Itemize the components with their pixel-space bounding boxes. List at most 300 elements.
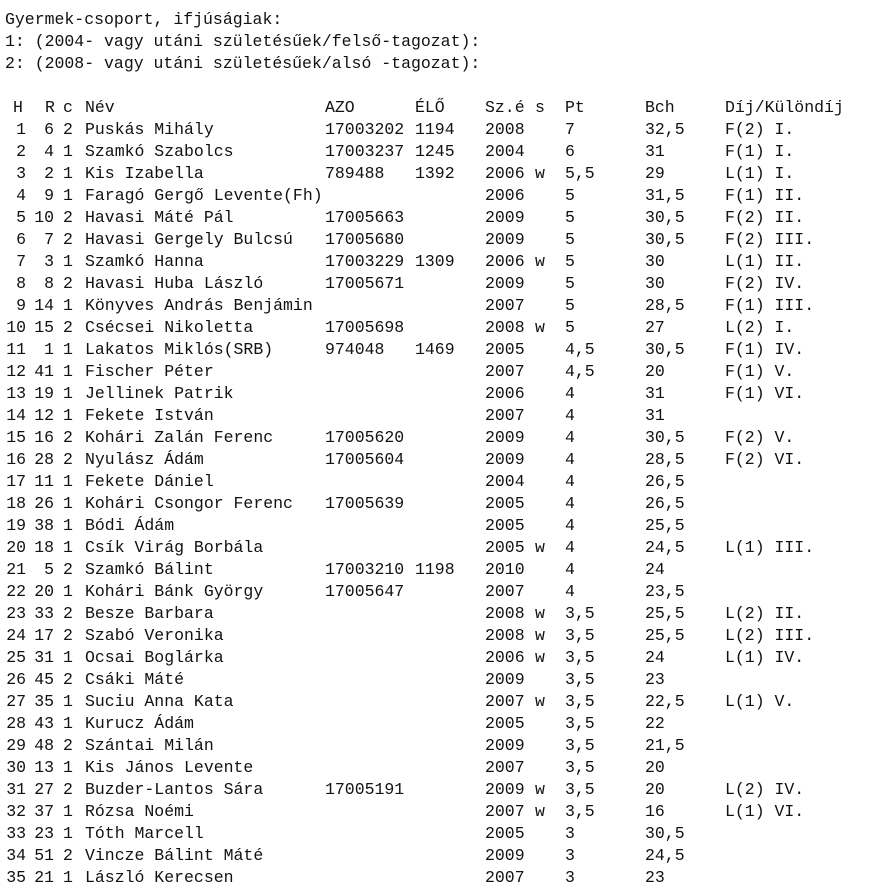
cell-rank: 14	[6, 406, 26, 425]
cell-points: 4	[565, 472, 575, 491]
table-row	[0, 691, 888, 713]
cell-rank: 22	[6, 582, 26, 601]
cell-rank: 30	[6, 758, 26, 777]
table-row	[0, 713, 888, 735]
cell-buchholz: 30,5	[645, 208, 685, 227]
cell-birth-year: 2008	[485, 318, 525, 337]
cell-buchholz: 24,5	[645, 538, 685, 557]
cell-rank: 33	[6, 824, 26, 843]
header-prize: Díj/Különdíj	[725, 98, 844, 117]
cell-group: 2	[63, 626, 73, 645]
cell-group: 1	[63, 384, 73, 403]
table-row	[0, 735, 888, 757]
table-row	[0, 141, 888, 163]
document-title: Gyermek-csoport, ifjúságiak:	[5, 10, 283, 29]
cell-rank: 20	[6, 538, 26, 557]
cell-name: Fischer Péter	[85, 362, 214, 381]
cell-name: Kis János Levente	[85, 758, 254, 777]
cell-prize: L(2) III.	[725, 626, 815, 645]
cell-buchholz: 31	[645, 384, 665, 403]
cell-name: Szabó Veronika	[85, 626, 224, 645]
table-row	[0, 295, 888, 317]
cell-birth-year: 2006	[485, 648, 525, 667]
cell-name: Besze Barbara	[85, 604, 214, 623]
cell-prize: F(1) V.	[725, 362, 795, 381]
cell-group: 2	[63, 428, 73, 447]
table-row	[0, 867, 888, 889]
cell-id: 17003210	[325, 560, 405, 579]
cell-prize: L(1) I.	[725, 164, 795, 183]
cell-sex: w	[535, 318, 545, 337]
cell-points: 7	[565, 120, 575, 139]
table-row	[0, 119, 888, 141]
cell-rating: 1469	[415, 340, 455, 359]
cell-prize: F(1) IV.	[725, 340, 805, 359]
cell-name: Ocsai Boglárka	[85, 648, 224, 667]
cell-points: 3,5	[565, 648, 595, 667]
cell-start-rank: 4	[44, 142, 54, 161]
cell-buchholz: 23	[645, 868, 665, 887]
cell-start-rank: 28	[34, 450, 54, 469]
table-header	[0, 97, 888, 119]
cell-birth-year: 2006	[485, 186, 525, 205]
cell-buchholz: 25,5	[645, 516, 685, 535]
table-row	[0, 757, 888, 779]
cell-prize: F(1) III.	[725, 296, 815, 315]
cell-start-rank: 20	[34, 582, 54, 601]
table-row	[0, 625, 888, 647]
cell-points: 5	[565, 274, 575, 293]
cell-prize: F(2) VI.	[725, 450, 805, 469]
cell-start-rank: 6	[44, 120, 54, 139]
cell-birth-year: 2007	[485, 582, 525, 601]
cell-name: Bódi Ádám	[85, 516, 175, 535]
cell-points: 3,5	[565, 758, 595, 777]
cell-buchholz: 20	[645, 780, 665, 799]
cell-buchholz: 24	[645, 648, 665, 667]
table-row	[0, 405, 888, 427]
cell-prize: F(1) I.	[725, 142, 795, 161]
table-row	[0, 339, 888, 361]
cell-sex: w	[535, 626, 545, 645]
cell-birth-year: 2009	[485, 780, 525, 799]
cell-rank: 5	[16, 208, 26, 227]
table-row	[0, 207, 888, 229]
cell-points: 4	[565, 494, 575, 513]
cell-group: 1	[63, 296, 73, 315]
cell-group: 1	[63, 868, 73, 887]
cell-group: 2	[63, 230, 73, 249]
table-row	[0, 515, 888, 537]
cell-name: Jellinek Patrik	[85, 384, 234, 403]
cell-group: 1	[63, 494, 73, 513]
cell-buchholz: 28,5	[645, 450, 685, 469]
cell-group: 1	[63, 516, 73, 535]
cell-sex: w	[535, 648, 545, 667]
cell-buchholz: 24,5	[645, 846, 685, 865]
cell-birth-year: 2009	[485, 736, 525, 755]
cell-name: Csáki Máté	[85, 670, 185, 689]
cell-prize: F(1) VI.	[725, 384, 805, 403]
table-row	[0, 603, 888, 625]
table-row	[0, 449, 888, 471]
cell-group: 1	[63, 252, 73, 271]
cell-group: 2	[63, 208, 73, 227]
cell-birth-year: 2004	[485, 142, 525, 161]
cell-group: 1	[63, 538, 73, 557]
cell-prize: F(2) V.	[725, 428, 795, 447]
cell-group: 2	[63, 450, 73, 469]
cell-buchholz: 25,5	[645, 626, 685, 645]
cell-rank: 26	[6, 670, 26, 689]
cell-start-rank: 41	[34, 362, 54, 381]
cell-start-rank: 43	[34, 714, 54, 733]
cell-id: 17003229	[325, 252, 405, 271]
table-row	[0, 471, 888, 493]
cell-rank: 29	[6, 736, 26, 755]
cell-rank: 6	[16, 230, 26, 249]
cell-birth-year: 2005	[485, 340, 525, 359]
header-name: Név	[85, 98, 115, 117]
cell-prize: L(2) I.	[725, 318, 795, 337]
cell-name: Könyves András Benjámin	[85, 296, 313, 315]
cell-birth-year: 2007	[485, 406, 525, 425]
cell-points: 4	[565, 516, 575, 535]
cell-name: Nyulász Ádám	[85, 450, 204, 469]
cell-birth-year: 2005	[485, 824, 525, 843]
cell-group: 2	[63, 120, 73, 139]
cell-name: Csík Virág Borbála	[85, 538, 264, 557]
cell-start-rank: 27	[34, 780, 54, 799]
cell-rank: 17	[6, 472, 26, 491]
cell-buchholz: 31,5	[645, 186, 685, 205]
cell-points: 3,5	[565, 692, 595, 711]
table-row	[0, 229, 888, 251]
cell-rank: 12	[6, 362, 26, 381]
cell-name: Havasi Máté Pál	[85, 208, 234, 227]
cell-start-rank: 37	[34, 802, 54, 821]
cell-rank: 11	[6, 340, 26, 359]
cell-prize: F(2) II.	[725, 208, 805, 227]
header-buchholz: Bch	[645, 98, 675, 117]
cell-rank: 35	[6, 868, 26, 887]
cell-buchholz: 25,5	[645, 604, 685, 623]
cell-rank: 2	[16, 142, 26, 161]
cell-id: 17005191	[325, 780, 405, 799]
cell-group: 2	[63, 318, 73, 337]
cell-rank: 28	[6, 714, 26, 733]
cell-start-rank: 3	[44, 252, 54, 271]
cell-rank: 13	[6, 384, 26, 403]
cell-birth-year: 2007	[485, 362, 525, 381]
table-row	[0, 427, 888, 449]
cell-group: 1	[63, 582, 73, 601]
group-1-description: 1: (2004- vagy utáni születésűek/felső-tagozat):	[5, 32, 481, 51]
cell-name: Kis Izabella	[85, 164, 204, 183]
cell-id: 17003202	[325, 120, 405, 139]
cell-start-rank: 8	[44, 274, 54, 293]
cell-name: Szamkó Szabolcs	[85, 142, 234, 161]
cell-group: 2	[63, 670, 73, 689]
cell-group: 2	[63, 736, 73, 755]
cell-start-rank: 38	[34, 516, 54, 535]
cell-rank: 34	[6, 846, 26, 865]
cell-points: 4,5	[565, 362, 595, 381]
cell-name: Havasi Gergely Bulcsú	[85, 230, 293, 249]
cell-start-rank: 9	[44, 186, 54, 205]
cell-prize: L(1) IV.	[725, 648, 805, 667]
table-row	[0, 251, 888, 273]
cell-birth-year: 2007	[485, 802, 525, 821]
cell-rank: 24	[6, 626, 26, 645]
cell-buchholz: 32,5	[645, 120, 685, 139]
cell-rating: 1392	[415, 164, 455, 183]
cell-points: 3	[565, 868, 575, 887]
table-row	[0, 845, 888, 867]
cell-rank: 15	[6, 428, 26, 447]
table-row	[0, 185, 888, 207]
cell-start-rank: 31	[34, 648, 54, 667]
cell-points: 3,5	[565, 780, 595, 799]
cell-buchholz: 26,5	[645, 472, 685, 491]
cell-prize: L(1) II.	[725, 252, 805, 271]
cell-id: 17005680	[325, 230, 405, 249]
cell-buchholz: 23,5	[645, 582, 685, 601]
cell-points: 3,5	[565, 714, 595, 733]
cell-points: 5	[565, 186, 575, 205]
cell-sex: w	[535, 538, 545, 557]
cell-id: 789488	[325, 164, 385, 183]
cell-name: Fekete Dániel	[85, 472, 214, 491]
cell-name: Vincze Bálint Máté	[85, 846, 264, 865]
cell-group: 2	[63, 604, 73, 623]
group-2-description: 2: (2008- vagy utáni születésűek/alsó -tagozat):	[5, 54, 481, 73]
table-row	[0, 317, 888, 339]
cell-id: 17005663	[325, 208, 405, 227]
cell-start-rank: 11	[34, 472, 54, 491]
cell-name: Puskás Mihály	[85, 120, 214, 139]
cell-prize: L(2) II.	[725, 604, 805, 623]
cell-start-rank: 51	[34, 846, 54, 865]
cell-rank: 1	[16, 120, 26, 139]
table-row	[0, 669, 888, 691]
cell-start-rank: 45	[34, 670, 54, 689]
cell-start-rank: 7	[44, 230, 54, 249]
cell-group: 1	[63, 714, 73, 733]
cell-buchholz: 31	[645, 406, 665, 425]
cell-sex: w	[535, 802, 545, 821]
cell-prize: F(1) II.	[725, 186, 805, 205]
cell-start-rank: 13	[34, 758, 54, 777]
cell-start-rank: 16	[34, 428, 54, 447]
cell-rank: 7	[16, 252, 26, 271]
cell-points: 4	[565, 406, 575, 425]
table-row	[0, 273, 888, 295]
cell-birth-year: 2008	[485, 120, 525, 139]
cell-birth-year: 2006	[485, 252, 525, 271]
cell-prize: F(2) I.	[725, 120, 795, 139]
cell-prize: F(2) III.	[725, 230, 815, 249]
cell-start-rank: 5	[44, 560, 54, 579]
cell-rank: 21	[6, 560, 26, 579]
cell-buchholz: 28,5	[645, 296, 685, 315]
cell-buchholz: 26,5	[645, 494, 685, 513]
table-row	[0, 361, 888, 383]
header-group: c	[63, 98, 73, 117]
cell-group: 2	[63, 780, 73, 799]
cell-name: Rózsa Noémi	[85, 802, 194, 821]
cell-start-rank: 23	[34, 824, 54, 843]
cell-birth-year: 2009	[485, 670, 525, 689]
header-sex: s	[535, 98, 545, 117]
cell-prize: L(1) VI.	[725, 802, 805, 821]
cell-group: 1	[63, 362, 73, 381]
cell-buchholz: 21,5	[645, 736, 685, 755]
cell-id: 17005671	[325, 274, 405, 293]
cell-sex: w	[535, 604, 545, 623]
cell-name: Buzder-Lantos Sára	[85, 780, 264, 799]
cell-points: 4	[565, 428, 575, 447]
cell-id: 17005639	[325, 494, 405, 513]
table-row	[0, 581, 888, 603]
cell-id: 17005647	[325, 582, 405, 601]
cell-rating: 1245	[415, 142, 455, 161]
table-row	[0, 383, 888, 405]
cell-group: 1	[63, 472, 73, 491]
cell-group: 1	[63, 142, 73, 161]
cell-buchholz: 24	[645, 560, 665, 579]
cell-start-rank: 2	[44, 164, 54, 183]
cell-points: 3	[565, 824, 575, 843]
cell-points: 4	[565, 560, 575, 579]
table-row	[0, 493, 888, 515]
cell-birth-year: 2008	[485, 604, 525, 623]
cell-buchholz: 22	[645, 714, 665, 733]
cell-start-rank: 14	[34, 296, 54, 315]
cell-name: Kohári Zalán Ferenc	[85, 428, 274, 447]
cell-buchholz: 20	[645, 758, 665, 777]
cell-group: 1	[63, 186, 73, 205]
header-start-rank: R	[45, 98, 55, 117]
cell-rank: 23	[6, 604, 26, 623]
header-points: Pt	[565, 98, 585, 117]
cell-prize: L(2) IV.	[725, 780, 805, 799]
cell-buchholz: 16	[645, 802, 665, 821]
cell-name: Kohári Csongor Ferenc	[85, 494, 293, 513]
cell-name: Tóth Marcell	[85, 824, 204, 843]
cell-birth-year: 2005	[485, 538, 525, 557]
cell-group: 1	[63, 692, 73, 711]
cell-birth-year: 2009	[485, 208, 525, 227]
table-row	[0, 801, 888, 823]
cell-id: 17005698	[325, 318, 405, 337]
cell-name: Szamkó Hanna	[85, 252, 204, 271]
cell-points: 4	[565, 384, 575, 403]
cell-group: 1	[63, 758, 73, 777]
cell-buchholz: 22,5	[645, 692, 685, 711]
cell-start-rank: 26	[34, 494, 54, 513]
cell-points: 5	[565, 318, 575, 337]
cell-points: 5	[565, 208, 575, 227]
header-rating: ÉLŐ	[415, 98, 445, 117]
cell-group: 2	[63, 274, 73, 293]
cell-rank: 3	[16, 164, 26, 183]
cell-points: 3,5	[565, 736, 595, 755]
cell-points: 3,5	[565, 626, 595, 645]
table-row	[0, 779, 888, 801]
cell-start-rank: 17	[34, 626, 54, 645]
cell-rank: 4	[16, 186, 26, 205]
cell-name: Faragó Gergő Levente(Fh)	[85, 186, 323, 205]
cell-birth-year: 2009	[485, 428, 525, 447]
cell-points: 5	[565, 296, 575, 315]
cell-prize: F(2) IV.	[725, 274, 805, 293]
cell-buchholz: 30	[645, 252, 665, 271]
cell-points: 5	[565, 230, 575, 249]
cell-buchholz: 23	[645, 670, 665, 689]
cell-rank: 31	[6, 780, 26, 799]
cell-rating: 1194	[415, 120, 455, 139]
cell-birth-year: 2007	[485, 868, 525, 887]
cell-rank: 25	[6, 648, 26, 667]
cell-buchholz: 30	[645, 274, 665, 293]
cell-birth-year: 2005	[485, 516, 525, 535]
cell-start-rank: 33	[34, 604, 54, 623]
cell-name: Suciu Anna Kata	[85, 692, 234, 711]
header-birth-year: Sz.é	[485, 98, 525, 117]
cell-buchholz: 30,5	[645, 824, 685, 843]
cell-points: 5,5	[565, 164, 595, 183]
cell-buchholz: 27	[645, 318, 665, 337]
cell-group: 1	[63, 164, 73, 183]
cell-rating: 1309	[415, 252, 455, 271]
cell-buchholz: 31	[645, 142, 665, 161]
cell-birth-year: 2004	[485, 472, 525, 491]
cell-rank: 8	[16, 274, 26, 293]
cell-start-rank: 21	[34, 868, 54, 887]
cell-name: László Kerecsen	[85, 868, 234, 887]
cell-name: Fekete István	[85, 406, 214, 425]
cell-start-rank: 19	[34, 384, 54, 403]
cell-buchholz: 29	[645, 164, 665, 183]
cell-points: 5	[565, 252, 575, 271]
cell-birth-year: 2005	[485, 714, 525, 733]
cell-birth-year: 2005	[485, 494, 525, 513]
cell-name: Lakatos Miklós(SRB)	[85, 340, 274, 359]
cell-start-rank: 12	[34, 406, 54, 425]
table-row	[0, 163, 888, 185]
cell-id: 17005620	[325, 428, 405, 447]
cell-birth-year: 2008	[485, 626, 525, 645]
cell-id: 17003237	[325, 142, 405, 161]
cell-points: 4	[565, 450, 575, 469]
cell-points: 3,5	[565, 802, 595, 821]
cell-sex: w	[535, 164, 545, 183]
cell-birth-year: 2006	[485, 384, 525, 403]
cell-group: 1	[63, 406, 73, 425]
cell-birth-year: 2007	[485, 692, 525, 711]
cell-points: 4,5	[565, 340, 595, 359]
cell-rank: 9	[16, 296, 26, 315]
cell-prize: L(1) V.	[725, 692, 795, 711]
cell-group: 2	[63, 846, 73, 865]
cell-points: 4	[565, 538, 575, 557]
cell-id: 974048	[325, 340, 385, 359]
cell-points: 3,5	[565, 604, 595, 623]
cell-name: Kohári Bánk György	[85, 582, 264, 601]
cell-name: Szamkó Bálint	[85, 560, 214, 579]
cell-start-rank: 35	[34, 692, 54, 711]
